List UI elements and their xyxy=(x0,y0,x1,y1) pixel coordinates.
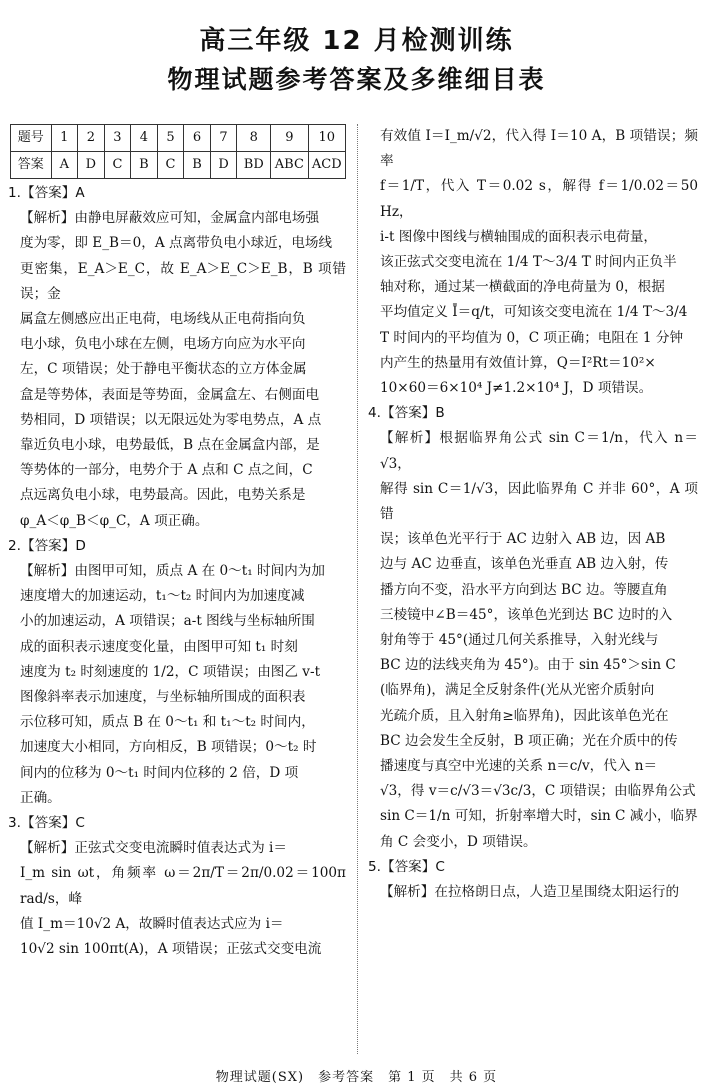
question-number-cell: 9 xyxy=(271,125,308,152)
explanation-line: 10√2 sin 100πt(A)，A 项错误；正弦式交变电流 xyxy=(20,941,322,958)
column-divider xyxy=(357,124,358,1054)
page-footer: 物理试题(SX) 参考答案 第 1 页 共 6 页 xyxy=(215,1070,498,1085)
explanation-line: 射角等于 45°(通过几何关系推导，入射光线与 xyxy=(380,632,659,649)
explanation-line: 播方向不变，沿水平方向到达 BC 边。等腰直角 xyxy=(380,581,668,598)
explanation-line: 正确。 xyxy=(20,789,61,806)
explanation-line: 【解析】由图甲可知，质点 A 在 0～t₁ 时间内为加 xyxy=(20,563,325,580)
explanation-line: 速度为 t₂ 时刻速度的 1/2，C 项错误；由图乙 v-t xyxy=(20,663,321,680)
answer-cell: C xyxy=(104,152,131,179)
answer-heading: 4.【答案】B xyxy=(368,405,445,422)
answer-cell: A xyxy=(51,152,78,179)
answer-cell: BD xyxy=(237,152,271,179)
explanation-line: BC 边会发生全反射，B 项正确；光在介质中的传 xyxy=(380,732,678,749)
explanation-line: φ_A＜φ_B＜φ_C，A 项正确。 xyxy=(20,512,209,529)
explanation-line: 小的加速运动，A 项错误；a-t 图线与坐标轴所围 xyxy=(20,613,315,630)
explanation-line: 10×60＝6×10⁴ J≠1.2×10⁴ J，D 项错误。 xyxy=(380,380,653,397)
question-number-cell: 1 xyxy=(51,125,78,152)
explanation-line: 盒是等势体，表面是等势面，金属盒左、右侧面电 xyxy=(20,386,320,403)
explanation-line: 该正弦式交变电流在 1/4 T～3/4 T 时间内正负半 xyxy=(380,254,677,271)
answer-cell: B xyxy=(131,152,158,179)
question-number-cell: 4 xyxy=(131,125,158,152)
explanation-line: sin C＝1/n 可知，折射率增大时，sin C 减小，临界 xyxy=(380,808,698,825)
explanation-line: 示位移可知，质点 B 在 0～t₁ 和 t₁～t₂ 时间内， xyxy=(20,714,315,731)
explanation-line: 更密集，E_A＞E_C，故 E_A＞E_C＞E_B，B 项错误；金 xyxy=(20,260,346,302)
explanation-line: 【解析】正弦式交变电流瞬时值表达式为 i＝ xyxy=(20,840,287,857)
explanation-line: 图像斜率表示加速度，与坐标轴所围成的面积表 xyxy=(20,689,306,706)
explanation-line: f＝1/T，代入 T＝0.02 s，解得 f＝1/0.02＝50 Hz， xyxy=(380,178,698,220)
right-column xyxy=(368,124,698,905)
explanation-line: i-t 图像中图线与横轴围成的面积表示电荷量， xyxy=(380,228,658,245)
explanation-line: 【解析】由静电屏蔽效应可知，金属盒内部电场强 xyxy=(20,210,320,227)
explanation-line: 属盒左侧感应出正电荷，电场线从正电荷指向负 xyxy=(20,311,306,328)
right-column-text xyxy=(368,124,698,905)
explanation-line: 度为零，即 E_B＝0，A 点离带负电小球近，电场线 xyxy=(20,235,333,252)
page-subtitle: 物理试题参考答案及多维细目表 xyxy=(167,65,546,94)
explanation-line: 角 C 会变小，D 项错误。 xyxy=(380,833,537,850)
explanation-line: 点远离负电小球，电势最高。因此，电势关系是 xyxy=(20,487,306,504)
answer-cell: ACD xyxy=(308,152,346,179)
explanation-line: 【解析】根据临界角公式 sin C＝1/n，代入 n＝√3， xyxy=(380,430,698,472)
answer-table-number-row xyxy=(11,125,346,152)
answer-cell: D xyxy=(78,152,105,179)
answer-heading: 5.【答案】C xyxy=(368,858,445,875)
explanation-line: 左，C 项错误；处于静电平衡状态的立方体金属 xyxy=(20,361,307,378)
question-number-cell: 8 xyxy=(237,125,271,152)
table-row-label: 答案 xyxy=(11,152,52,179)
table-row-label: 题号 xyxy=(11,125,52,152)
explanation-line: 三棱镜中∠B＝45°，该单色光到达 BC 边时的入 xyxy=(380,606,673,623)
explanation-line: 内产生的热量用有效值计算，Q＝I²Rt＝10²× xyxy=(380,354,656,371)
explanation-line: 误；该单色光平行于 AC 边射入 AB 边，因 AB xyxy=(380,531,666,548)
explanation-line: 轴对称，通过某一横截面的净电荷量为 0，根据 xyxy=(380,279,665,296)
explanation-line: 速度增大的加速运动，t₁～t₂ 时间内为加速度减 xyxy=(20,588,305,605)
question-number-cell: 10 xyxy=(308,125,346,152)
explanation-line: 间内的位移为 0～t₁ 时间内位移的 2 倍，D 项 xyxy=(20,764,299,781)
left-column xyxy=(8,124,346,962)
explanation-line: 边与 AC 边垂直，该单色光垂直 AB 边入射，传 xyxy=(380,556,669,573)
left-column-text xyxy=(8,181,346,962)
explanation-line: 加速度大小相同，方向相反，B 项错误；0～t₂ 时 xyxy=(20,739,317,756)
explanation-line: 值 I_m＝10√2 A，故瞬时值表达式应为 i＝ xyxy=(20,915,284,932)
explanation-line: T 时间内的平均值为 0，C 项正确；电阻在 1 分钟 xyxy=(380,329,684,346)
explanation-line: 光疏介质，且入射角≥临界角)，因此该单色光在 xyxy=(380,707,669,724)
explanation-line: 靠近负电小球，电势最低，B 点在金属盒内部，是 xyxy=(20,437,320,454)
explanation-line: 【解析】在拉格朗日点，人造卫星围绕太阳运行的 xyxy=(380,884,680,901)
question-number-cell: 7 xyxy=(210,125,237,152)
question-number-cell: 3 xyxy=(104,125,131,152)
question-number-cell: 6 xyxy=(184,125,211,152)
explanation-line: 播速度与真空中光速的关系 n＝c/v，代入 n＝ xyxy=(380,758,658,775)
explanation-line: 势相同，D 项错误；以无限远处为零电势点，A 点 xyxy=(20,411,322,428)
question-number-cell: 2 xyxy=(78,125,105,152)
explanation-line: √3，得 v＝c/√3＝√3c/3，C 项错误；由临界角公式 xyxy=(380,783,696,800)
explanation-line: 成的面积表示速度变化量，由图甲可知 t₁ 时刻 xyxy=(20,638,298,655)
explanation-line: (临界角)，满足全反射条件(光从光密介质射向 xyxy=(380,682,655,699)
answer-heading: 2.【答案】D xyxy=(8,537,86,554)
answer-heading: 1.【答案】A xyxy=(8,185,85,201)
explanation-line: BC 边的法线夹角为 45°)。由于 sin 45°＞sin C xyxy=(380,657,676,674)
answer-cell: D xyxy=(210,152,237,179)
question-number-cell: 5 xyxy=(157,125,184,152)
answer-table-answer-row xyxy=(11,152,346,179)
answer-table xyxy=(10,124,346,179)
page-title: 高三年级 12 月检测训练 xyxy=(199,26,514,56)
answer-cell: B xyxy=(184,152,211,179)
explanation-line: 有效值 I＝I_m/√2，代入得 I＝10 A，B 项错误；频率 xyxy=(380,128,698,170)
explanation-line: 解得 sin C＝1/√3，因此临界角 C 并非 60°，A 项错 xyxy=(380,480,698,523)
explanation-line: 等势体的一部分，电势介于 A 点和 C 点之间，C xyxy=(20,462,313,479)
explanation-line: 电小球，负电小球在左侧，电场方向应为水平向 xyxy=(20,336,306,353)
explanation-line: I_m sin ωt，角频率 ω＝2π/T＝2π/0.02＝100π rad/s，峰 xyxy=(20,865,346,907)
explanation-line: 平均值定义 Ī＝q/t，可知该交变电流在 1/4 T～3/4 xyxy=(380,304,688,321)
answer-heading: 3.【答案】C xyxy=(8,815,85,832)
answer-cell: C xyxy=(157,152,184,179)
answer-cell: ABC xyxy=(271,152,308,179)
